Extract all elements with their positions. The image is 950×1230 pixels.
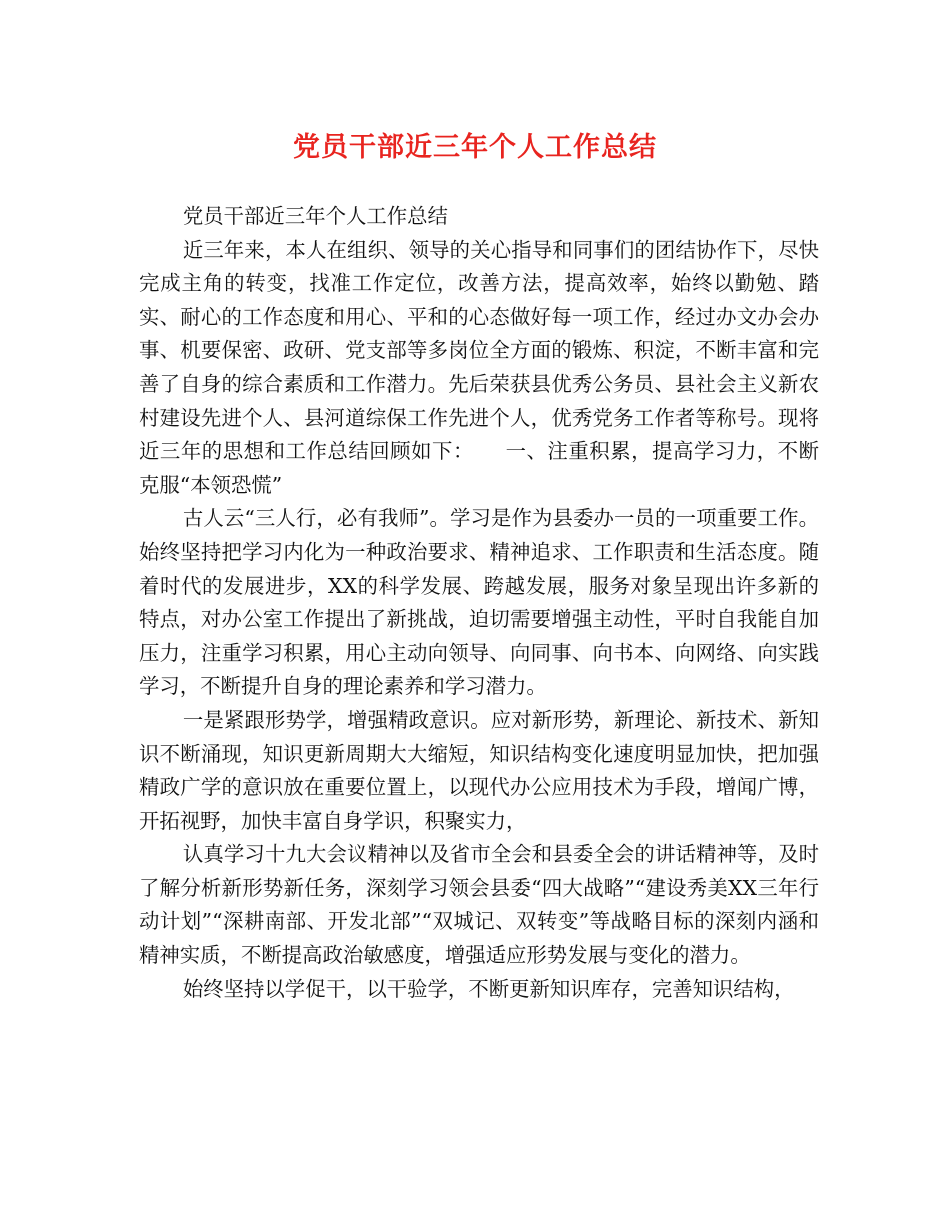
paragraph: 古人云“三人行，必有我师”。学习是作为县委办一员的一项重要工作。始终坚持把学习内化为一种政治要求、精神追求、工作职责和生活态度。随着时代的发展进步，XX的科学发展、跨越发展，服务对象呈现出许多新的特点，对办公室工作提出了新挑战，迫切需要增强主动性，平时自我能自加压力，注重学习积累，用心主动向领导、向同事、向书本、向网络、向实践学习，不断提升自身的理论素养和学习潜力。 [139, 506, 819, 699]
document-title: 党员干部近三年个人工作总结 [293, 132, 657, 163]
paragraph-subtitle: 党员干部近三年个人工作总结 [182, 204, 448, 228]
paragraph: 一是紧跟形势学，增强精政意识。应对新形势，新理论、新技术、新知识不断涌现，知识更新周期大大缩短，知识结构变化速度明显加快，把加强精政广学的意识放在重要位置上，以现代办公应用技术为手段，增闻广博，开拓视野，加快丰富自身学识，积聚实力， [139, 707, 819, 833]
paragraph: 认真学习十九大会议精神以及省市全会和县委全会的讲话精神等，及时了解分析新形势新任务，深刻学习领会县委“四大战略”“建设秀美XX三年行动计划”“深耕南部、开发北部”“双城记、双转变”等战略目标的深刻内涵和精神实质，不断提高政治敏感度，增强适应形势发展与变化的潜力。 [139, 842, 819, 968]
document-body [139, 200, 819, 1006]
paragraph: 始终坚持以学促干，以干验学，不断更新知识库存，完善知识结构， [182, 976, 795, 1001]
paragraph: 近三年来，本人在组织、领导的关心指导和同事们的团结协作下，尽快完成主角的转变，找准工作定位，改善方法，提高效率，始终以勤勉、踏实、耐心的工作态度和用心、平和的心态做好每一项工作，经过办文办会办事、机要保密、政研、党支部等多岗位全方面的锻炼、积淀，不断丰富和完善了自身的综合素质和工作潜力。先后荣获县优秀公务员、县社会主义新农村建设先进个人、县河道综保工作先进个人，优秀党务工作者等称号。现将近三年的思想和工作总结回顾如下： 一、注重积累，提高学习力，不断克服“本领恐慌” [139, 237, 819, 497]
